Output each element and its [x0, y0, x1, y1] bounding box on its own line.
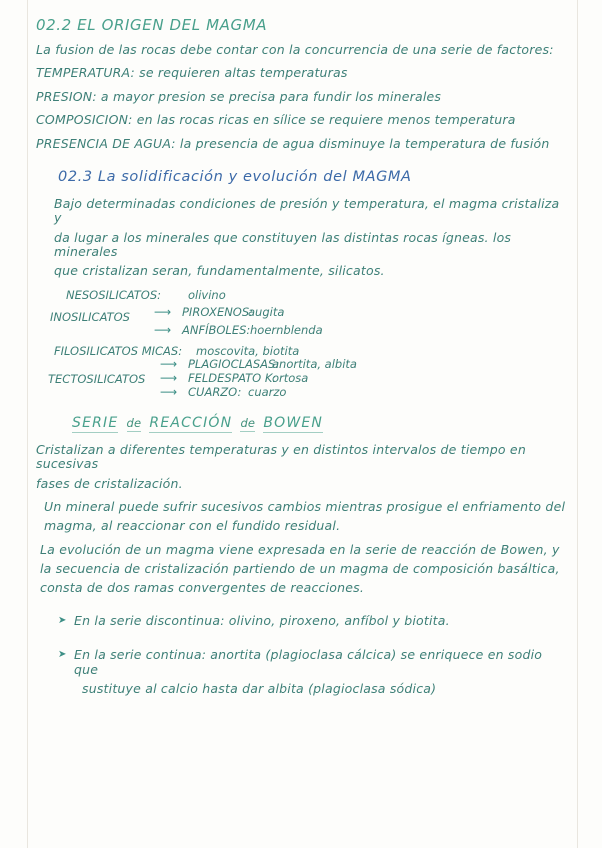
silicates-classification-diagram	[36, 287, 568, 399]
heading-solidificacion-evolucion-magma: 02.3 La solidificación y evolución del MAGMA	[58, 168, 412, 185]
arrow-up-icon: ⟶	[154, 304, 172, 319]
class-feldespato-k-value: ortosa	[272, 370, 309, 385]
class-anfiboles-value: hoernblenda	[250, 322, 323, 337]
factor-composicion: COMPOSICION: en las rocas ricas en sílice se requiere menos temperatura	[36, 112, 516, 128]
class-cuarzo: CUARZO:	[188, 384, 242, 399]
class-plagioclasas: PLAGIOCLASAS:	[188, 356, 280, 371]
bowen-line-7: consta de dos ramas convergentes de reacciones.	[40, 580, 365, 596]
arrow-branch-up-icon: ⟶	[160, 356, 178, 371]
bowen-line-4: magma, al reaccionar con el fundido residual.	[44, 518, 341, 534]
page-content	[36, 16, 568, 705]
paragraph-fusion-rocas: La fusion de las rocas debe contar con la concurrencia de una serie de factores:	[36, 42, 554, 57]
class-piroxenos-value: augita	[248, 304, 285, 319]
bullet-serie-discontinua: ➤ En la serie discontinua: olivino, piroxeno, anfíbol y biotita.	[58, 614, 568, 628]
factor-presencia-agua: PRESENCIA DE AGUA: la presencia de agua disminuye la temperatura de fusión	[36, 135, 550, 151]
bowen-heading-reaccion: REACCIÓN	[149, 414, 233, 431]
bullet-serie-continua-line2: sustituye al calcio hasta dar albita (plagioclasa sódica)	[82, 680, 437, 696]
page-margin-line-right	[577, 0, 578, 848]
class-feldespato-k: FELDESPATO K:	[188, 370, 277, 385]
class-inosilicatos: INOSILICATOS	[50, 309, 130, 324]
bowen-line-2: fases de cristalización.	[36, 475, 183, 491]
heading-origen-del-magma: 02.2 EL ORIGEN DEL MAGMA	[36, 16, 268, 34]
bullet-serie-continua-line1: ➤ En la serie continua: anortita (plagioclasa cálcica) se enriquece en sodio que	[58, 648, 568, 677]
class-filosilicatos-value: moscovita, biotita	[196, 343, 300, 358]
factor-presion: PRESION: a mayor presion se precisa para fundir los minerales	[36, 88, 442, 104]
class-plagioclasas-value: anortita, albita	[272, 356, 357, 371]
class-filosilicatos: FILOSILICATOS MICAS:	[54, 343, 183, 358]
class-cuarzo-value: cuarzo	[248, 384, 287, 399]
arrow-down-icon: ⟶	[154, 322, 172, 337]
page-margin-line-left	[27, 0, 28, 848]
class-tectosilicatos: TECTOSILICATOS	[48, 371, 146, 386]
bowen-line-1: Cristalizan a diferentes temperaturas y en distintos intervalos de tiempo en sucesivas	[36, 441, 531, 472]
class-nesosilicatos-value: olivino	[188, 287, 226, 302]
arrow-branch-mid-icon: ⟶	[160, 370, 178, 385]
bowen-heading-serie: SERIE	[72, 414, 119, 431]
arrow-branch-down-icon: ⟶	[160, 384, 178, 399]
bowen-heading-de-1: de	[126, 415, 142, 430]
class-piroxenos: PIROXENOS:	[182, 304, 254, 319]
bowen-line-3: Un mineral puede sufrir sucesivos cambios mientras prosigue el enfriamento del	[44, 498, 566, 514]
bowen-line-6: la secuencia de cristalización partiendo de un magma de composición basáltica,	[40, 561, 560, 576]
bowen-heading-bowen: BOWEN	[263, 414, 324, 431]
paragraph-solidificacion-1: Bajo determinadas condiciones de presión y temperatura, el magma cristaliza y	[54, 195, 564, 226]
bowen-line-5: La evolución de un magma viene expresada en la serie de reacción de Bowen, y	[40, 541, 560, 557]
paragraph-solidificacion-3: que cristalizan seran, fundamentalmente, silicatos.	[54, 263, 385, 279]
class-anfiboles: ANFÍBOLES:	[182, 322, 251, 337]
class-nesosilicatos: NESOSILICATOS:	[66, 287, 162, 302]
heading-serie-reaccion-bowen	[72, 412, 568, 431]
bowen-heading-de-2: de	[240, 415, 256, 430]
paragraph-solidificacion-2: da lugar a los minerales que constituyen las distintas rocas ígneas. los minerales	[54, 229, 516, 259]
factor-temperatura: TEMPERATURA: se requieren altas temperaturas	[36, 65, 348, 81]
